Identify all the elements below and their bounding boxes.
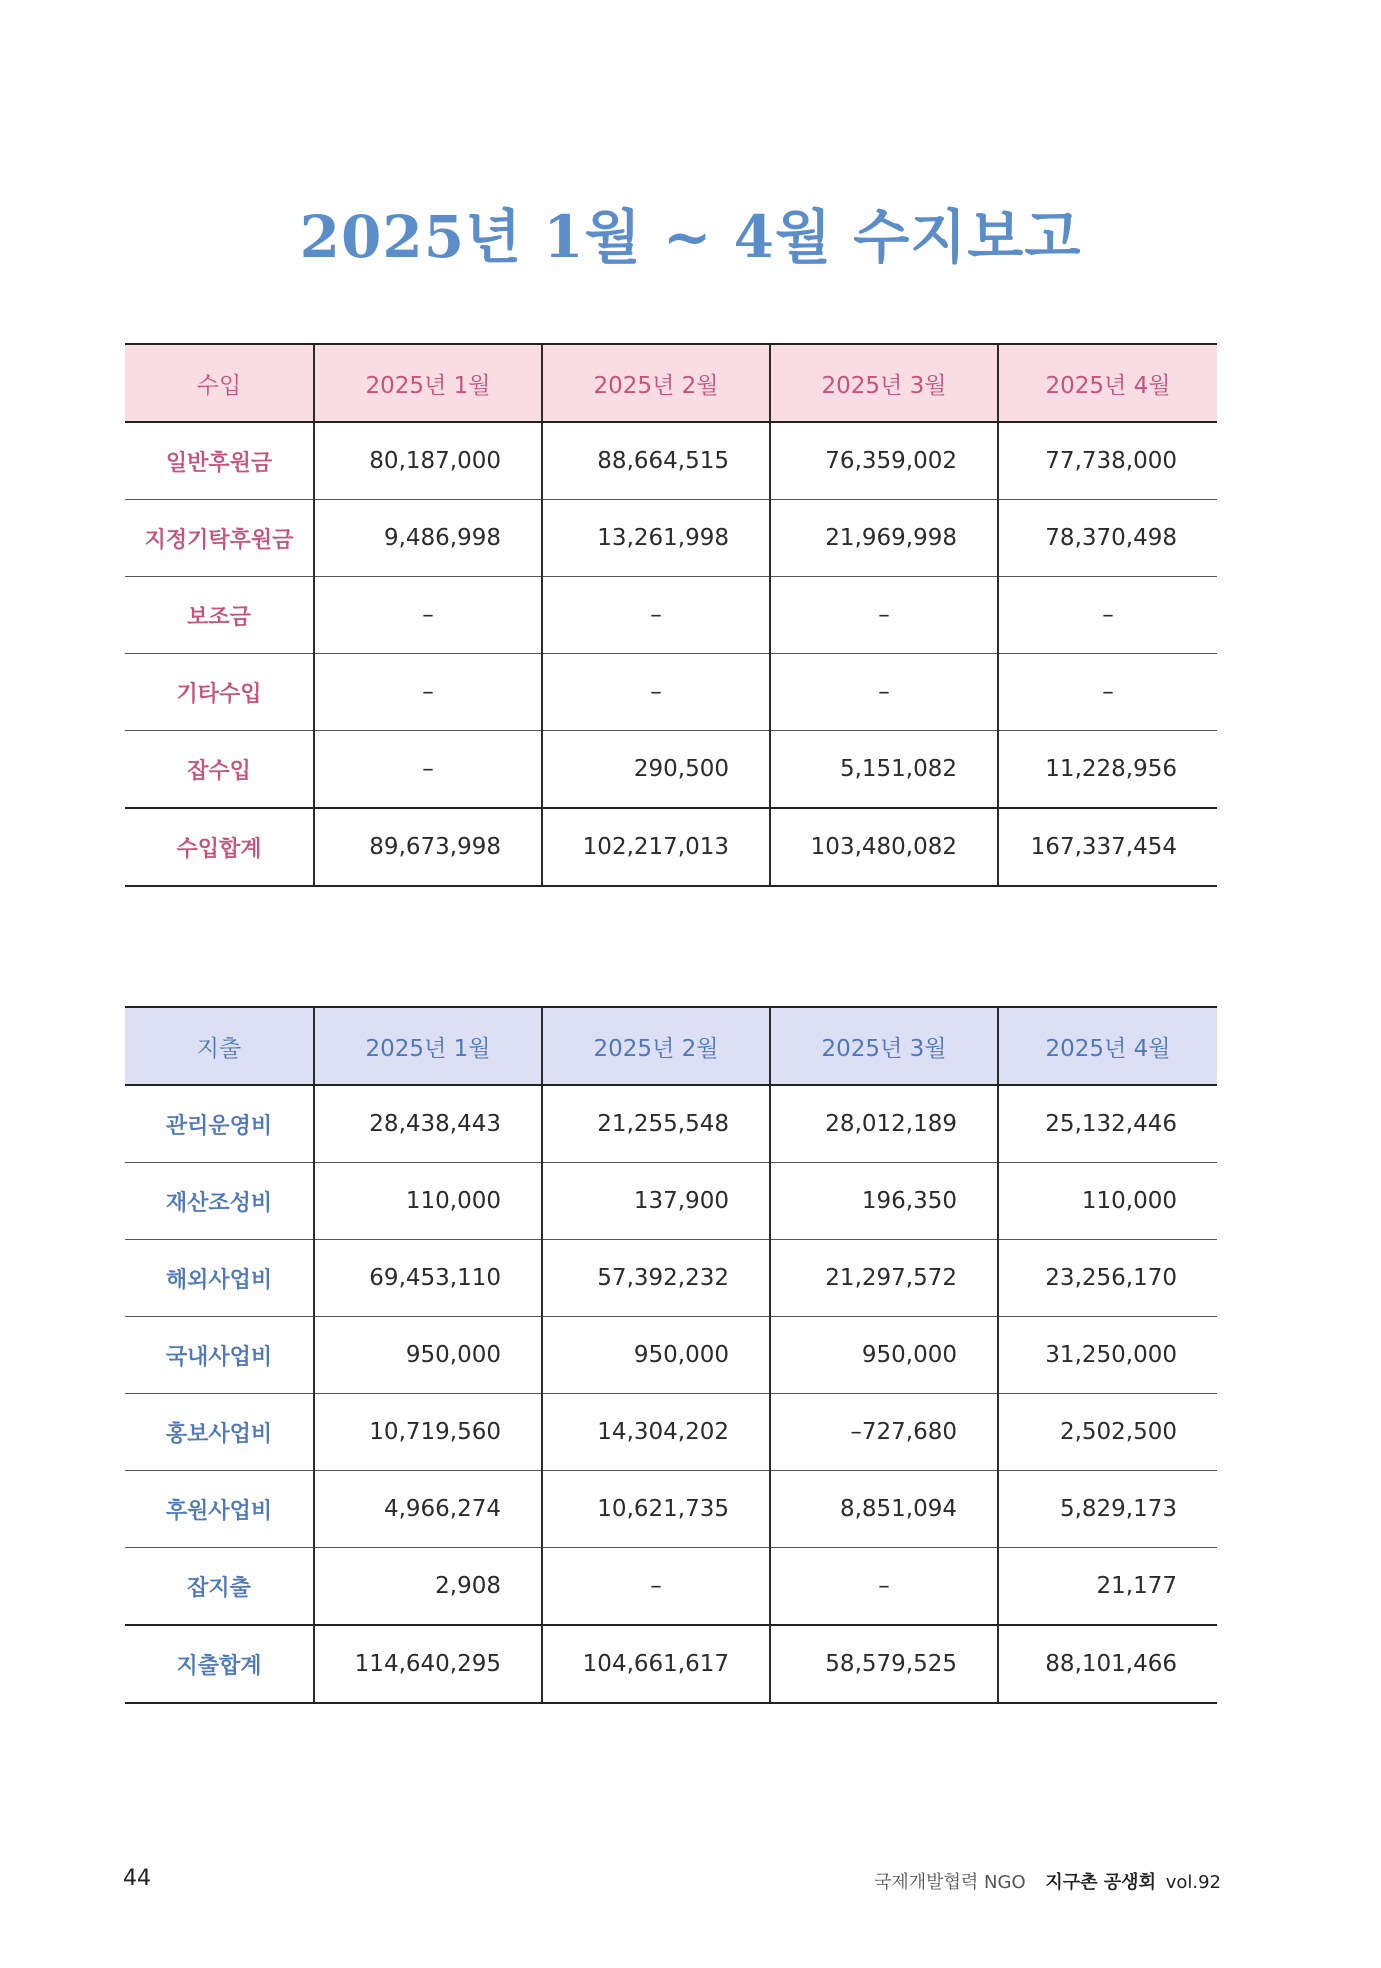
cell-value: 290,500 — [542, 731, 770, 809]
cell-value: 137,900 — [542, 1163, 770, 1240]
row-label: 홍보사업비 — [125, 1394, 314, 1471]
cell-value: 57,392,232 — [542, 1240, 770, 1317]
table-row — [125, 731, 1217, 809]
total-value: 104,661,617 — [542, 1625, 770, 1703]
cell-value: 950,000 — [542, 1317, 770, 1394]
expense-table — [125, 1006, 1217, 1704]
page-number: 44 — [123, 1866, 151, 1891]
cell-value: – — [998, 577, 1217, 654]
cell-value: – — [314, 654, 542, 731]
cell-value: 31,250,000 — [998, 1317, 1217, 1394]
cell-value: 69,453,110 — [314, 1240, 542, 1317]
cell-value: – — [314, 731, 542, 809]
cell-value: – — [770, 577, 998, 654]
cell-value: 950,000 — [314, 1317, 542, 1394]
cell-value: 2,502,500 — [998, 1394, 1217, 1471]
cell-value: 9,486,998 — [314, 500, 542, 577]
cell-value: 10,621,735 — [542, 1471, 770, 1548]
cell-value: – — [542, 1548, 770, 1626]
cell-value: 25,132,446 — [998, 1085, 1217, 1163]
table-row — [125, 422, 1217, 500]
table-row — [125, 1085, 1217, 1163]
row-label: 국내사업비 — [125, 1317, 314, 1394]
cell-value: 11,228,956 — [998, 731, 1217, 809]
footer-publication — [874, 1868, 1221, 1894]
cell-value: –727,680 — [770, 1394, 998, 1471]
cell-value: 4,966,274 — [314, 1471, 542, 1548]
cell-value: 5,829,173 — [998, 1471, 1217, 1548]
cell-value: 23,256,170 — [998, 1240, 1217, 1317]
cell-value: – — [998, 654, 1217, 731]
table-row — [125, 1548, 1217, 1626]
total-value: 114,640,295 — [314, 1625, 542, 1703]
income-header-mar: 2025년 3월 — [770, 344, 998, 422]
income-header-feb: 2025년 2월 — [542, 344, 770, 422]
cell-value: – — [770, 1548, 998, 1626]
row-label: 해외사업비 — [125, 1240, 314, 1317]
total-label: 수입합계 — [125, 808, 314, 886]
row-label: 일반후원금 — [125, 422, 314, 500]
table-row — [125, 1163, 1217, 1240]
cell-value: 10,719,560 — [314, 1394, 542, 1471]
page-title: 2025년 1월 ~ 4월 수지보고 — [299, 203, 1082, 271]
cell-value: 21,177 — [998, 1548, 1217, 1626]
cell-value: 13,261,998 — [542, 500, 770, 577]
cell-value: 21,255,548 — [542, 1085, 770, 1163]
expense-header-jan: 2025년 1월 — [314, 1007, 542, 1085]
cell-value: 110,000 — [314, 1163, 542, 1240]
footer-volume: vol.92 — [1165, 1872, 1221, 1893]
total-value: 167,337,454 — [998, 808, 1217, 886]
cell-value: – — [314, 577, 542, 654]
table-row — [125, 577, 1217, 654]
cell-value: 5,151,082 — [770, 731, 998, 809]
cell-value: 88,664,515 — [542, 422, 770, 500]
footer-magazine: 지구촌 공생회 — [1045, 1872, 1156, 1893]
table-row — [125, 1471, 1217, 1548]
row-label: 기타수입 — [125, 654, 314, 731]
cell-value: 196,350 — [770, 1163, 998, 1240]
total-value: 58,579,525 — [770, 1625, 998, 1703]
income-header-category: 수입 — [125, 344, 314, 422]
total-row — [125, 808, 1217, 886]
table-row — [125, 500, 1217, 577]
cell-value: – — [770, 654, 998, 731]
cell-value: 28,012,189 — [770, 1085, 998, 1163]
row-label: 잡지출 — [125, 1548, 314, 1626]
total-value: 103,480,082 — [770, 808, 998, 886]
cell-value: 14,304,202 — [542, 1394, 770, 1471]
total-value: 89,673,998 — [314, 808, 542, 886]
total-value: 88,101,466 — [998, 1625, 1217, 1703]
row-label: 잡수입 — [125, 731, 314, 809]
cell-value: 21,969,998 — [770, 500, 998, 577]
total-value: 102,217,013 — [542, 808, 770, 886]
table-row — [125, 1394, 1217, 1471]
row-label: 후원사업비 — [125, 1471, 314, 1548]
table-row — [125, 1317, 1217, 1394]
cell-value: 110,000 — [998, 1163, 1217, 1240]
total-label: 지출합계 — [125, 1625, 314, 1703]
cell-value: 76,359,002 — [770, 422, 998, 500]
expense-header-feb: 2025년 2월 — [542, 1007, 770, 1085]
row-label: 재산조성비 — [125, 1163, 314, 1240]
cell-value: 2,908 — [314, 1548, 542, 1626]
expense-header-apr: 2025년 4월 — [998, 1007, 1217, 1085]
total-row — [125, 1625, 1217, 1703]
row-label: 지정기탁후원금 — [125, 500, 314, 577]
cell-value: – — [542, 577, 770, 654]
table-row — [125, 654, 1217, 731]
cell-value: 80,187,000 — [314, 422, 542, 500]
expense-header-row — [125, 1007, 1217, 1085]
cell-value: 77,738,000 — [998, 422, 1217, 500]
expense-header-category: 지출 — [125, 1007, 314, 1085]
footer-publisher: 국제개발협력 NGO — [873, 1872, 1026, 1893]
cell-value: 950,000 — [770, 1317, 998, 1394]
income-header-jan: 2025년 1월 — [314, 344, 542, 422]
cell-value: 78,370,498 — [998, 500, 1217, 577]
cell-value: – — [542, 654, 770, 731]
income-header-row — [125, 344, 1217, 422]
income-table — [125, 343, 1217, 887]
row-label: 보조금 — [125, 577, 314, 654]
cell-value: 28,438,443 — [314, 1085, 542, 1163]
expense-header-mar: 2025년 3월 — [770, 1007, 998, 1085]
income-header-apr: 2025년 4월 — [998, 344, 1217, 422]
table-row — [125, 1240, 1217, 1317]
cell-value: 8,851,094 — [770, 1471, 998, 1548]
cell-value: 21,297,572 — [770, 1240, 998, 1317]
row-label: 관리운영비 — [125, 1085, 314, 1163]
